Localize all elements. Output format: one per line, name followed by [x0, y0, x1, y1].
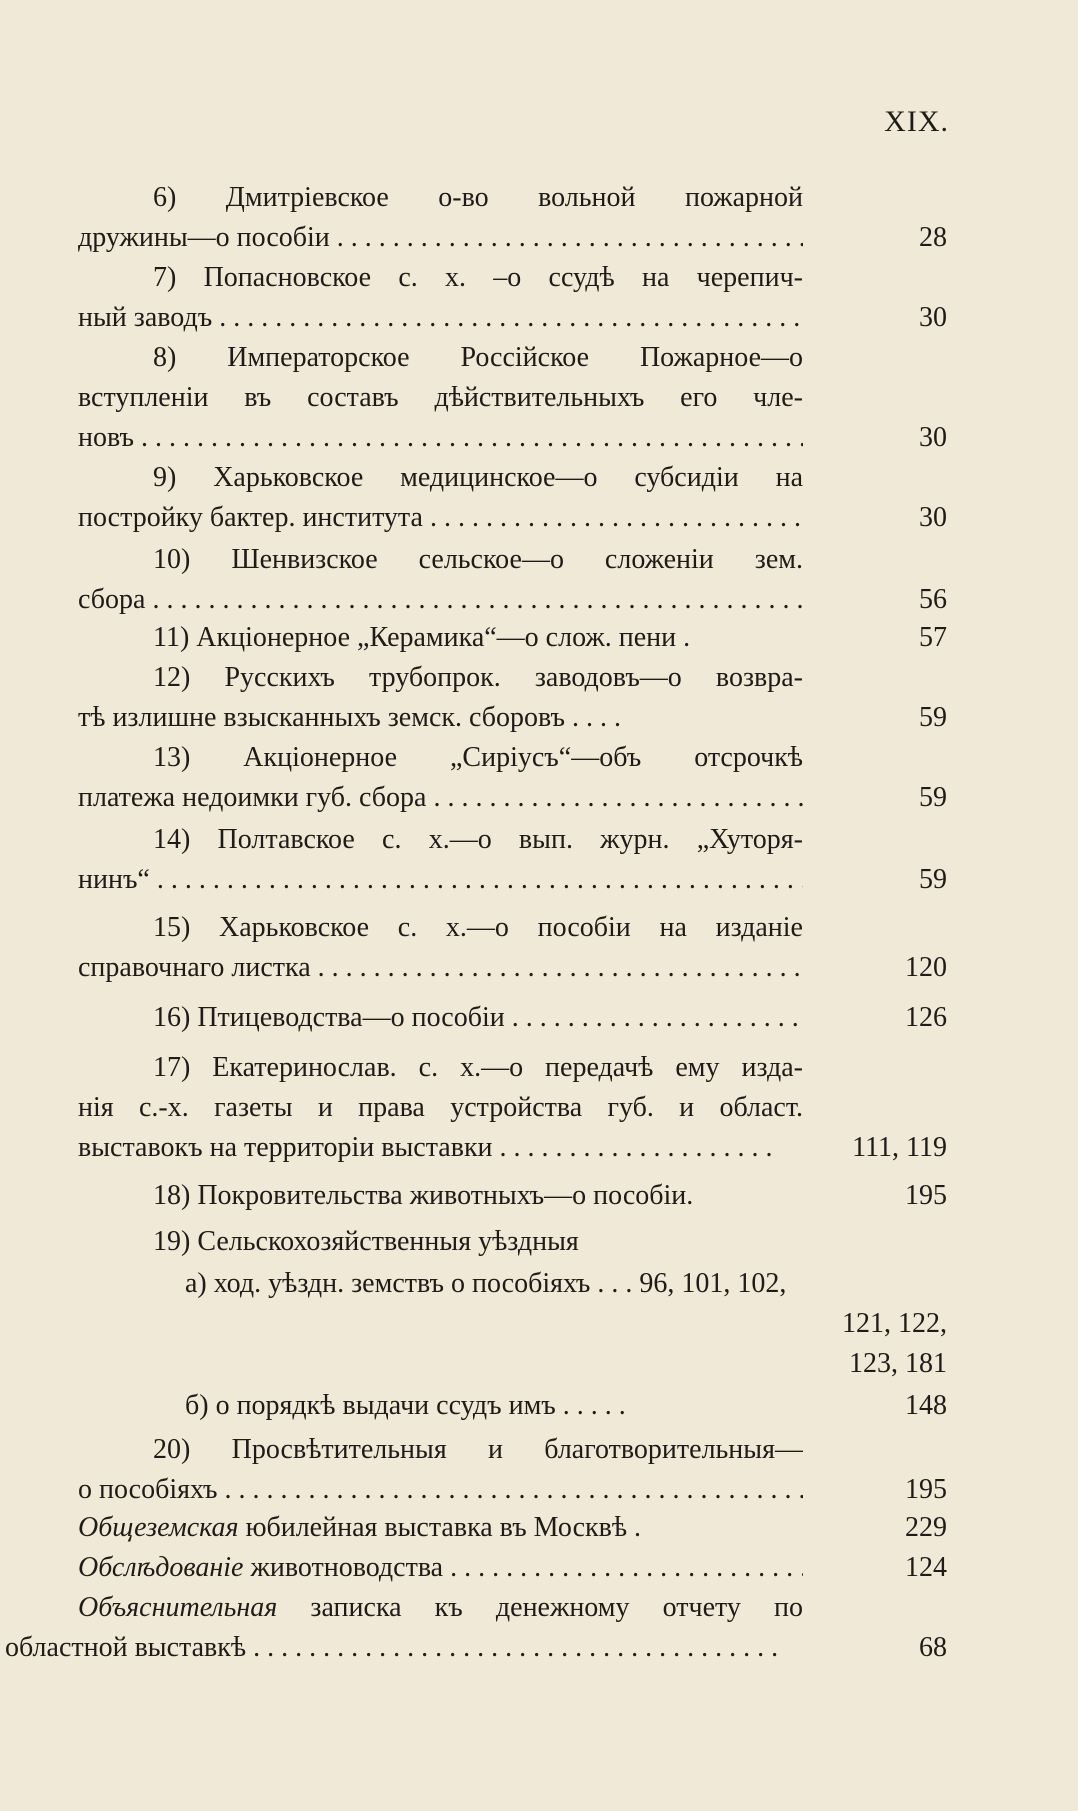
- entry-20-page: 195: [905, 1474, 947, 1505]
- entry-obyasnitelnaya-line-2: областной выставкѣ . . .: [5, 1628, 785, 1668]
- entry-obyasnitelnaya-text: записка къ денежному отчету по: [310, 1592, 803, 1623]
- entry-20-line-1: 20) Просвѣтительныя и благотворительныя—: [153, 1434, 803, 1465]
- entry-10-line-1: 10) Шенвизское сельское—о сложеніи зем.: [153, 544, 803, 575]
- entry-14-page: 59: [919, 864, 947, 895]
- entry-obshchezemskaya-text: юбилейная выставка въ Москвѣ .: [245, 1512, 642, 1543]
- entry-obyasnitelnaya: [78, 1588, 803, 1628]
- entry-obsledovanie-page: 124: [905, 1552, 947, 1583]
- entry-obsledovanie: [78, 1548, 803, 1588]
- entry-18-line-1: 18) Покровительства животныхъ—о пособіи.: [153, 1180, 694, 1211]
- entry-11-line-1: 11) Акціонерное „Керамика“—о слож. пени .: [153, 622, 691, 653]
- entry-19a-line-1: а) ход. уѣздн. земствъ о пособіяхъ . . . 96, 101, 102,: [185, 1268, 787, 1299]
- entry-16-page: 126: [905, 1002, 947, 1033]
- entry-8-line-2: вступленіи въ составъ дѣйствительныхъ его чле-: [78, 382, 803, 413]
- entry-14-line-2: нинъ“ . . .: [78, 860, 803, 900]
- entry-13-line-2: платежа недоимки губ. сбора . . .: [78, 778, 803, 818]
- entry-7-page: 30: [919, 302, 947, 333]
- entry-19a-line-3: 123, 181: [849, 1348, 947, 1379]
- entry-obyasnitelnaya-term: Объяснительная: [78, 1592, 278, 1623]
- entry-17-line-1: 17) Екатеринослав. с. х.—о передачѣ ему изда-: [153, 1052, 803, 1083]
- entry-obsledovanie-term: Обслѣдованіе: [78, 1552, 244, 1583]
- entry-8-line-3: новъ . . .: [78, 418, 803, 458]
- entry-19a-line-2: 121, 122,: [842, 1308, 947, 1339]
- entry-18-page: 195: [905, 1180, 947, 1211]
- entry-8-page: 30: [919, 422, 947, 453]
- entry-17-line-3: выставокъ на территоріи выставки . . .: [78, 1128, 778, 1168]
- entry-15-line-1: 15) Харьковское с. х.—о пособіи на изданіе: [153, 912, 803, 943]
- entry-19-heading: 19) Сельскохозяйственныя уѣздныя: [153, 1226, 579, 1257]
- entry-7-line-1: 7) Попасновское с. х. –о ссудѣ на черепич-: [153, 262, 803, 293]
- entry-9-page: 30: [919, 502, 947, 533]
- entry-6-line-1: 6) Дмитріевское о-во вольной пожарной: [153, 182, 803, 213]
- entry-20-line-2: о пособіяхъ . . .: [78, 1470, 803, 1510]
- entry-19b-page: 148: [905, 1390, 947, 1421]
- entry-9-line-2: постройку бактер. института . . .: [78, 498, 803, 538]
- page-folio: XIX.: [884, 105, 949, 138]
- entry-17-line-2: нія с.-х. газеты и права устройства губ. и област.: [78, 1092, 803, 1123]
- entry-19b-line-1: б) о порядкѣ выдачи ссудъ имъ . . . . .: [185, 1390, 626, 1421]
- entry-obshchezemskaya: [78, 1508, 803, 1548]
- entry-6-line-2: дружины—о пособіи . . .: [78, 218, 803, 258]
- entry-13-page: 59: [919, 782, 947, 813]
- entry-15-line-2: справочнаго листка . . .: [78, 948, 803, 988]
- entry-obshchezemskaya-page: 229: [905, 1512, 947, 1543]
- entry-12-line-1: 12) Русскихъ трубопрок. заводовъ—о возвра-: [153, 662, 803, 693]
- entry-11-page: 57: [919, 622, 947, 653]
- entry-obyasnitelnaya-page: 68: [919, 1632, 947, 1663]
- entry-13-line-1: 13) Акціонерное „Сиріусъ“—объ отсрочкѣ: [153, 742, 803, 773]
- entry-obsledovanie-text: животноводства: [250, 1552, 444, 1583]
- entry-6-page: 28: [919, 222, 947, 253]
- entry-10-page: 56: [919, 584, 947, 615]
- entry-7-line-2: ный заводъ . . .: [78, 298, 803, 338]
- entry-obshchezemskaya-term: Общеземская: [78, 1512, 239, 1543]
- entry-12-line-2: тѣ излишне взысканныхъ земск. сборовъ . . . .: [78, 702, 621, 733]
- entry-16-line-1: 16) Птицеводства—о пособіи . . .: [153, 998, 803, 1038]
- entry-15-page: 120: [905, 952, 947, 983]
- entry-12-page: 59: [919, 702, 947, 733]
- entry-14-line-1: 14) Полтавское с. х.—о вып. журн. „Хуторя-: [153, 824, 803, 855]
- entry-10-line-2: сбора . . .: [78, 580, 803, 620]
- entry-9-line-1: 9) Харьковское медицинское—о субсидіи на: [153, 462, 803, 493]
- entry-17-pages: 111, 119: [852, 1132, 947, 1163]
- entry-8-line-1: 8) Императорское Россійское Пожарное—о: [153, 342, 803, 373]
